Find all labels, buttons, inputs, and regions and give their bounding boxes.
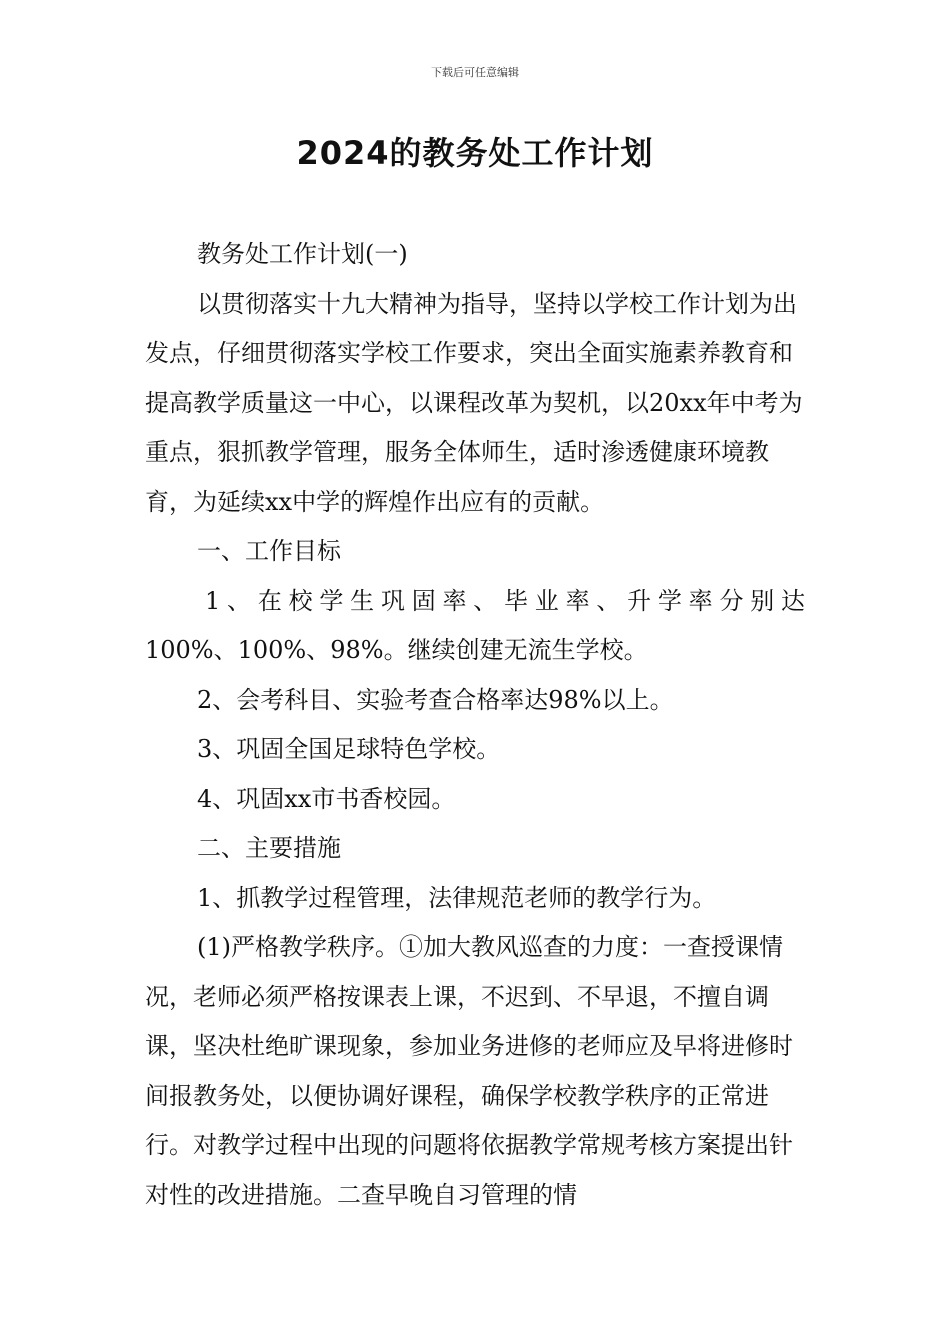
measure-1: 1、抓教学过程管理，法律规范老师的教学行为。 bbox=[197, 883, 717, 912]
goal-1-line-2: 100%、100%、98%。继续创建无流生学校。 bbox=[145, 636, 648, 664]
subtitle: 教务处工作计划(一) bbox=[197, 240, 408, 268]
document-body bbox=[145, 230, 805, 1220]
section-heading-goals: 一、工作目标 bbox=[197, 537, 341, 565]
goal-2: 2、会考科目、实验考查合格率达98%以上。 bbox=[197, 685, 674, 714]
intro-paragraph: 以贯彻落实十九大精神为指导，坚持以学校工作计划为出发点，仔细贯彻落实学校工作要求，突出全面实施素养教育和提高教学质量这一中心，以课程改革为契机，以20xx年中考为重点，狠抓教学管理，服务全体师生，适时渗透健康环境教育，为延续xx中学的辉煌作出应有的贡献。 bbox=[145, 289, 803, 516]
page-title: 2024的教务处工作计划 bbox=[296, 134, 654, 172]
header-note: 下载后可任意编辑 bbox=[431, 66, 519, 79]
goal-3: 3、巩固全国足球特色学校。 bbox=[197, 735, 501, 763]
section-heading-measures: 二、主要措施 bbox=[197, 834, 341, 862]
measure-1-detail: (1)严格教学秩序。①加大教风巡查的力度：一查授课情况，老师必须严格按课表上课，不迟到、不早退，不擅自调课，坚决杜绝旷课现象，参加业务进修的老师应及早将进修时间报教务处，以便协调好课程，确保学校教学秩序的正常进行。对教学过程中出现的问题将依据教学常规考核方案提出针对性的改进措施。二查早晚自习管理的情 bbox=[145, 933, 793, 1209]
goal-1-line-1: 1、在校学生巩固率、毕业率、升学率分别达 bbox=[205, 586, 805, 615]
goal-4: 4、巩固xx市书香校园。 bbox=[197, 784, 456, 813]
